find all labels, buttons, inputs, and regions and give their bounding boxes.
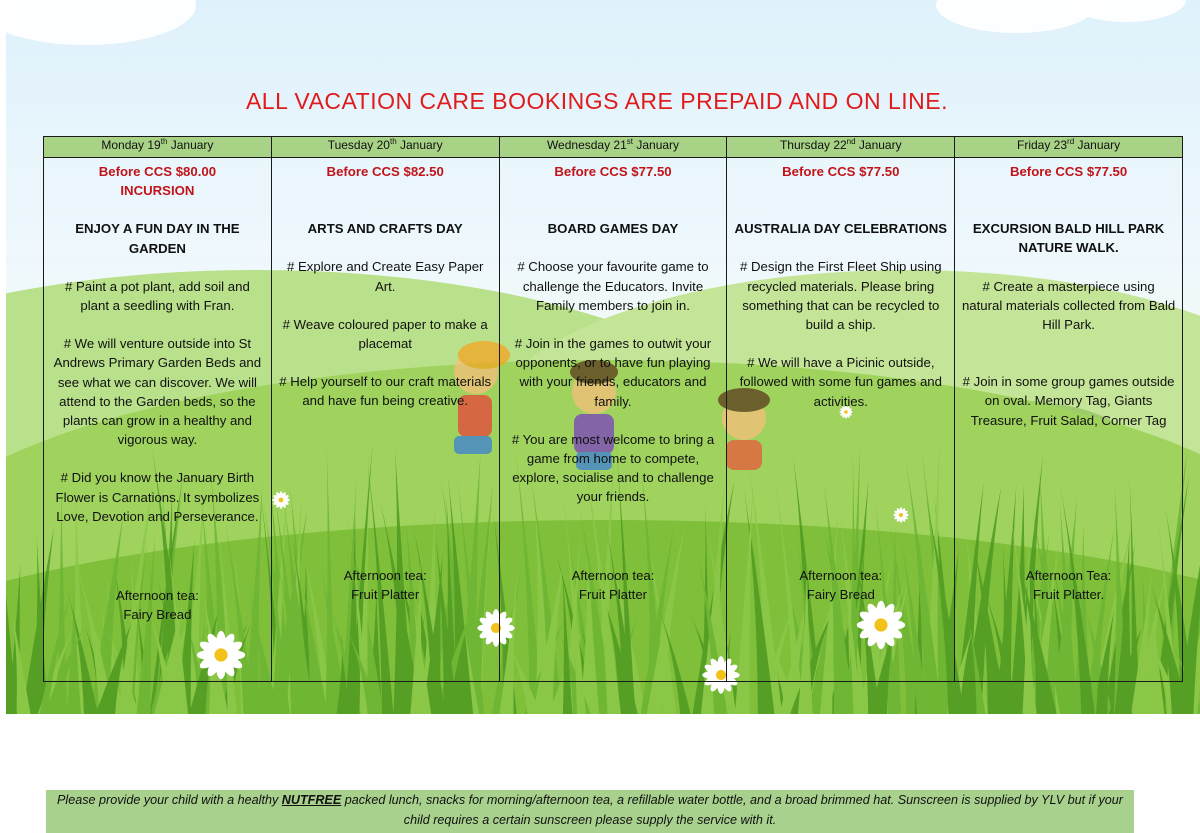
- afternoon-tea-label: Afternoon Tea:: [1025, 568, 1112, 583]
- activity-text: # Design the First Fleet Ship using recycled materials. Please bring something that can be recycled to build a ship.: [740, 259, 942, 333]
- day-theme: EXCURSION BALD HILL PARK NATURE WALK.: [972, 221, 1165, 256]
- day-header: Wednesday 21st January: [499, 137, 727, 158]
- afternoon-tea-label: Afternoon tea:: [799, 568, 883, 583]
- day-header: Thursday 22nd January: [727, 137, 955, 158]
- activity-text: # Weave coloured paper to make a placemat: [282, 316, 488, 352]
- activity-tag: INCURSION: [120, 183, 195, 199]
- day-cell: [44, 158, 272, 682]
- day-cell: [499, 158, 727, 682]
- day-cell: [727, 158, 955, 682]
- day-header-row: [44, 137, 1183, 158]
- afternoon-tea-item: Fairy Bread: [806, 587, 875, 602]
- activity-text: # Explore and Create Easy Paper Art.: [286, 259, 484, 294]
- price-label: Before CCS $80.00: [98, 164, 217, 179]
- price-label: Before CCS $77.50: [554, 164, 672, 179]
- day-theme: AUSTRALIA DAY CELEBRATIONS: [734, 221, 948, 237]
- activity-text: # Choose your favourite game to challenge the Educators. Invite Family members to join in.: [517, 259, 709, 313]
- day-header: Monday 19th January: [44, 137, 272, 158]
- afternoon-tea-item: Fruit Platter.: [1033, 587, 1105, 602]
- day-content-row: [44, 158, 1183, 682]
- background-scene: [6, 0, 1200, 714]
- activity-text: # Join in some group games outside on oval. Memory Tag, Giants Treasure, Fruit Salad, Corner Tag: [962, 374, 1175, 428]
- activity-text: # You are most welcome to bring a game from home to compete, explore, socialise and to challenge your friends.: [511, 431, 715, 505]
- afternoon-tea-label: Afternoon tea:: [115, 588, 199, 603]
- activity-text: # Join in the games to outwit your opponents, or to have fun playing with your friends, educators and family.: [514, 336, 712, 409]
- price-label: Before CCS $82.50: [326, 164, 444, 179]
- activity-text: # Help yourself to our craft materials and have fun being creative.: [279, 374, 492, 409]
- day-theme: BOARD GAMES DAY: [547, 221, 679, 237]
- lunch-sunscreen-notice: [46, 790, 1134, 833]
- nutfree-emphasis: NUTFREE: [281, 793, 342, 807]
- day-theme: ENJOY A FUN DAY IN THE GARDEN: [75, 221, 240, 256]
- activity-text: # Paint a pot plant, add soil and plant a seedling with Fran.: [65, 278, 250, 314]
- day-theme: ARTS AND CRAFTS DAY: [307, 221, 463, 237]
- afternoon-tea-label: Afternoon tea:: [571, 568, 655, 583]
- afternoon-tea-label: Afternoon tea:: [343, 568, 427, 583]
- activity-text: # Create a masterpiece using natural materials collected from Bald Hill Park.: [961, 278, 1176, 333]
- notice-text: packed lunch, snacks for morning/afternoon tea, a refillable water bottle, and a broad brimmed hat. Sunscreen is supplied by YLV but if your child requires a certain sunscreen please supply the service with it.: [341, 793, 1123, 827]
- weekly-schedule-table: [43, 136, 1183, 682]
- day-cell: [955, 158, 1183, 682]
- day-header: Friday 23rd January: [955, 137, 1183, 158]
- price-label: Before CCS $77.50: [1009, 164, 1128, 179]
- afternoon-tea-item: Fairy Bread: [123, 607, 192, 622]
- notice-text: Please provide your child with a healthy: [57, 793, 282, 807]
- activity-text: # Did you know the January Birth Flower is Carnations. It symbolizes Love, Devotion and Perseverance.: [55, 470, 260, 524]
- afternoon-tea-item: Fruit Platter: [578, 587, 648, 602]
- bookings-heading: ALL VACATION CARE BOOKINGS ARE PREPAID AND ON LINE.: [245, 88, 949, 114]
- activity-text: # We will have a Picinic outside, followed with some fun games and activities.: [739, 355, 942, 409]
- day-cell: [271, 158, 499, 682]
- afternoon-tea-item: Fruit Platter: [351, 587, 420, 602]
- day-header: Tuesday 20th January: [271, 137, 499, 158]
- price-label: Before CCS $77.50: [782, 164, 900, 179]
- activity-text: # We will venture outside into St Andrews Primary Garden Beds and see what we can discover. We will attend to the Garden beds, so the plants can grow in a healthy and vigorous way.: [53, 336, 262, 448]
